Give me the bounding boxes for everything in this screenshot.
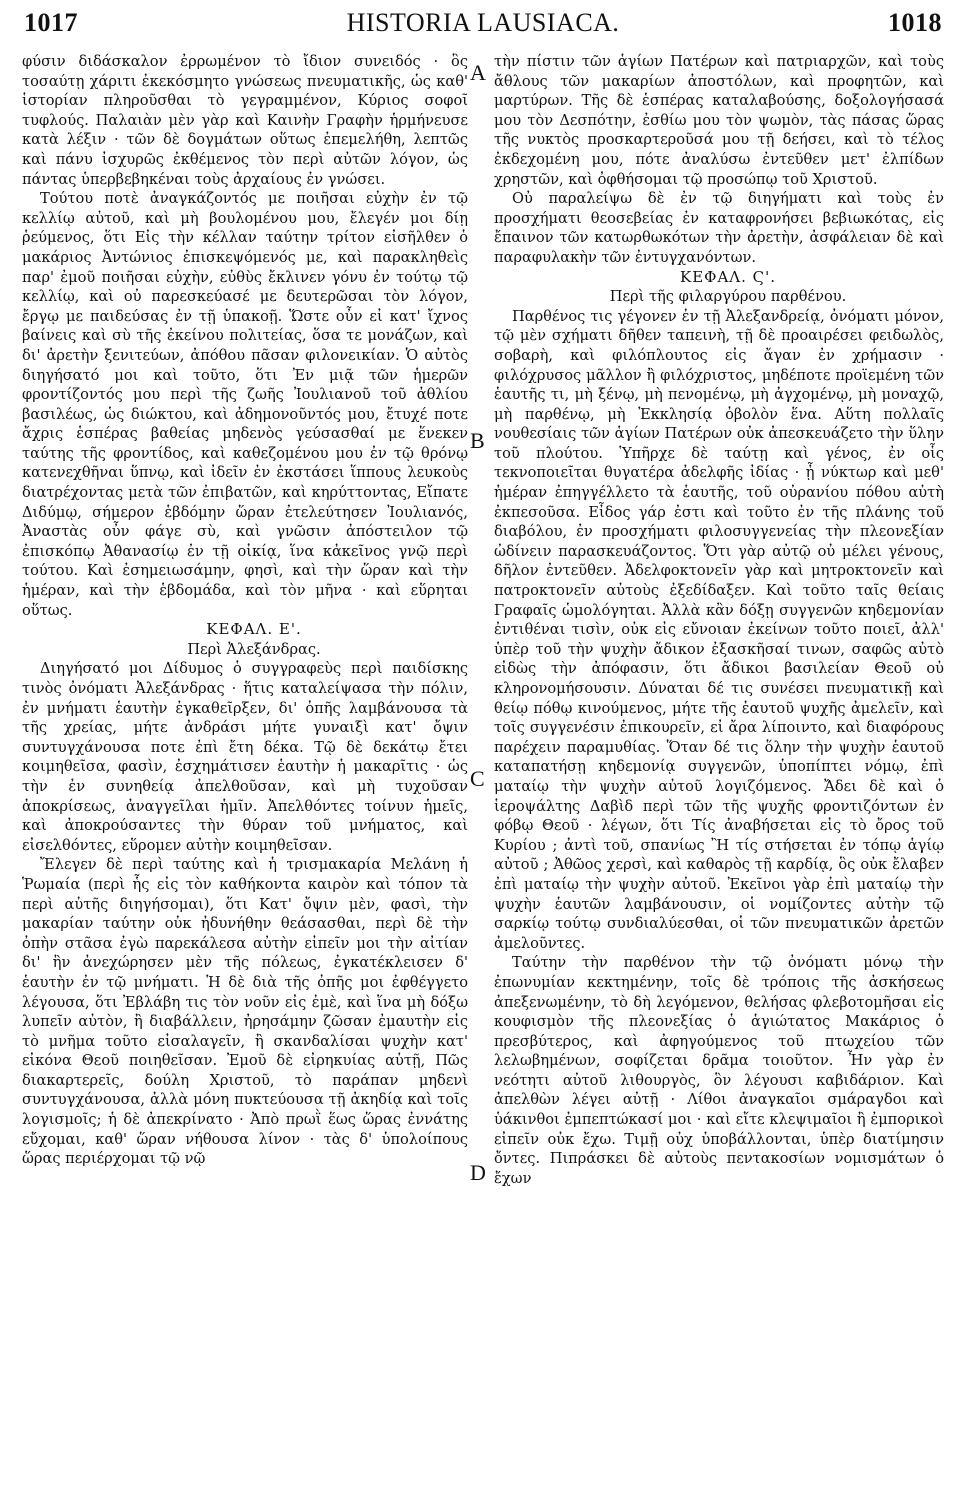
right-paragraph-4: Ταύτην τὴν παρθένον τὴν τῷ ὀνόματι μόνῳ τὴν ἐπωνυμίαν κεκτημένην, τοῖς δὲ τρόποις τῆς ἀσκήσεως ἀπεξενωμένην, τὸ δὴ λεγόμενον, θελήσας φλεβοτομῆσαι εἰς κουφισμὸν τῆς πλεονεξίας ὁ ἁγιώτατος Μακάριος ὁ πρεσβύτερος, καὶ ἀφηγούμενος τοῦ πτωχείου τῶν λελωβημένων, σοφίζεται δρᾶμα τοιοῦτον. Ἦν γὰρ ἐν νεότητι αὐτοῦ λιθουργὸς, ὃν λέγουσι καβιδάριον. Καὶ ἀπελθὼν λέγει αὐτῇ · Λίθοι ἀναγκαῖοι σμάραγδοι καὶ ὑάκινθοι ἐμπεπτώκασί μοι · καὶ εἴτε κλεψιμαῖοι ἢ ἐμπορικοὶ εἰπεῖν οὐκ ἔχω. Τιμῇ οὐχ ὑποβάλλονται, ὑπὲρ διατίμησιν ὄντες. Πιπράσκει δὲ αὐτοὺς πεντακοσίων νομισμάτων ὁ ἔχων xyxy=(494,954,944,1187)
chapter-heading-left: ΚΕΦΑΛ. Ε'. xyxy=(206,620,302,639)
right-paragraph-3: Παρθένος τις γέγονεν ἐν τῇ Ἀλεξανδρείᾳ, ὀνόματι μόνον, τῷ μὲν σχήματι δῆθεν ταπεινὴ, τῇ δὲ προαιρέσει φειδωλὸς, σοβαρὴ, καὶ φιλόπλουτος εἰς ἄγαν ἐν χρήμασιν · φιλόχρυσος μᾶλλον ἢ φιλόχριστος, μηδέποτε προϊεμένη τῶν ἑαυτῆς τι, μὴ ξένῳ, μὴ πενομένῳ, μὴ ἀγχομένῳ, μὴ μοναχῷ, μὴ παρθένῳ, μὴ Ἐκκλησίᾳ ὀβολὸν ἕνα. Αὕτη πολλαῖς νουθεσίαις τῶν ἁγίων Πατέρων οὐκ ἀπεσκευάζετο τὴν ὕλην τοῦ πλούτου. Ὑπῆρχε δὲ ταύτῃ καὶ γένος, ἐν οἷς τεκνοποιεῖται θυγατέρα ἀδελφῆς ἰδίας · ᾗ νύκτωρ καὶ μεθ' ἡμέραν ἐπηγγέλλετο τὰ ἑαυτῆς, τοῦ οὐρανίου πόθου αὐτὴ ἐκπεσοῦσα. Εἶδος γάρ ἐστι καὶ τοῦτο ἐν τῆς πλάνης τοῦ διαβόλου, ἐν προσχήματι φιλοσυγγενείας τὴν πλεονεξίαν ὠδίνειν παρασκευάζοντος. Ὅτι γὰρ αὐτῷ οὐ μέλει γένους, δῆλον ἐντεῦθεν. Ἀδελφοκτονεῖν γὰρ καὶ μητροκτονεῖν καὶ πατροκτονεῖν αὐτοὺς ἐξεδίδαξεν. Καὶ τοῦτο ταῖς θείαις Γραφαῖς ὡμολόγηται. Ἀλλὰ κἂν δόξῃ συγγενῶν κηδεμονίαν ἐντιθέναι τισὶν, οὐκ εἰς εὔνοιαν ἐκείνων τοῦτο ποιεῖ, ἀλλ' ὑπὲρ τοῦ τὴν ψυχὴν ἄδικον ἐξασκῆσαί τινων, σαφῶς αὐτὸ εἰδὼς τὴν ἀπόφασιν, ὅτι ἄδικοι βασιλείαν Θεοῦ οὐ κληρονομήσουσιν. Δύναται δέ τις συνέσει πνευματικῇ καὶ θείῳ πόθῳ κινούμενος, μήτε τῆς ἑαυτοῦ ψυχῆς ἀμελεῖν, καὶ τοῖς συγγενέσιν ἐπικουρεῖν, εἰ ἄρα λίποιντο, καὶ διαφόρους παρέχειν παραμυθίας. Ὅταν δέ τις ὅλην τὴν ψυχὴν ἑαυτοῦ καταπατήσῃ κηδεμονίᾳ συγγενῶν, ὑποπίπτει νόμῳ, ἐπὶ ματαίῳ τὴν ψυχὴν αὐτοῦ λογιζόμενος. Ἄδει δὲ καὶ ὁ ἱεροψάλτης Δαβὶδ περὶ τῶν τῆς ψυχῆς φροντιζόντων ἐν φόβῳ Θεοῦ · λέγων, ὅτι Τίς ἀναβήσεται εἰς τὸ ὄρος τοῦ Κυρίου ; ἀντὶ τοῦ, σπανίως Ἢ τίς στήσεται ἐν τόπῳ ἁγίῳ αὐτοῦ ; Ἀθῶος χερσὶ, καὶ καθαρὸς τῇ καρδίᾳ, ὃς οὐκ ἔλαβεν ἐπὶ ματαίῳ τὴν ψυχὴν αὐτοῦ. Ἐκεῖνοι γὰρ ἐπὶ ματαίῳ τὴν ψυχὴν ἑαυτῶν λαμβάνουσιν, οἱ νομίζοντες αὐτὴν τῷ σαρκίῳ τούτῳ συνδιαλύεσθαι, οἱ τῶν πνευματικῶν ἀρετῶν ἀμελοῦντες. xyxy=(494,307,944,952)
margin-marker-a: A xyxy=(470,60,486,85)
right-paragraph-2: Οὐ παραλείψω δὲ ἐν τῷ διηγήματι καὶ τοὺς ἐν προσχήματι θεοσεβείας ἐν καταφρονήσει βεβιωκότας, εἰς ἔπαινον τῶν κατωρθωκότων τὴν ἀρετὴν, ἀσφάλειαν δὲ καὶ παραφυλακὴν τῶν ἐντυγχανόντων. xyxy=(494,190,944,266)
left-paragraph-1: φύσιν διδάσκαλον ἐρρωμένον τὸ ἴδιον συνειδός · ὃς τοσαύτῃ χάριτι ἐκεκόσμητο γνώσεως πνευματικῆς, ὡς καθ' ἱστορίαν πληροῦσθαι τὸ γεγραμμένον, Κύριος σοφοῖ τυφλούς. Παλαιὰν μὲν γὰρ καὶ Καινὴν Γραφὴν ἡρμήνευσε κατὰ λέξιν · τῶν δὲ δογμάτων οὕτως ἐπεμελήθη, λεπτῶς καὶ πάνυ ἰσχυρῶς ἐκθέμενος τὸν περὶ αὐτῶν λόγον, ὡς πάντας ὑπερβεβηκέναι τοὺς ἀρχαίους ἐν γνώσει. xyxy=(22,53,468,188)
margin-marker-b: B xyxy=(470,428,485,453)
running-title: HISTORIA LAUSIACA. xyxy=(346,8,620,37)
left-paragraph-3: Διηγήσατό μοι Δίδυμος ὁ συγγραφεὺς περὶ παιδίσκης τινὸς ὀνόματι Ἀλεξάνδρας · ἥτις καταλείψασα τὴν πόλιν, ἐν μνήματι ἑαυτὴν ἐγκαθεῖρξεν, δι' ὀπῆς λαμβάνουσα τὰ τῆς χρείας, μήτε ἀνδράσι μήτε γυναιξὶ κατ' ὄψιν συντυγχάνουσα ποτε ἐπὶ ἔτη δέκα. Τῷ δὲ δεκάτῳ ἔτει κοιμηθεῖσα, φασὶν, ἐσχημάτισεν ἑαυτὴν ἡ μακαρῖτις · ὡς τὴν ἐν συνηθείᾳ ἀπελθοῦσαν, καὶ μὴ τυχοῦσαν ἀποκρίσεως, ἀναγγεῖλαι ἡμῖν. Ἀπελθόντες τοίνυν ἡμεῖς, καὶ ἀποκρούσαντες τὴν θύραν τοῦ μνήματος, καὶ εἰσελθόντες, εὕρομεν αὐτὴν κοιμηθεῖσαν. xyxy=(22,660,468,854)
margin-marker-d: D xyxy=(470,1160,486,1185)
right-column xyxy=(494,52,944,1188)
chapter-heading-right: ΚΕΦΑΛ. Ϛ'. xyxy=(679,267,777,286)
page-number-left: 1017 xyxy=(24,8,78,37)
running-header xyxy=(24,8,942,48)
right-paragraph-1: τὴν πίστιν τῶν ἁγίων Πατέρων καὶ πατριαρχῶν, καὶ τοὺς ἄθλους τῶν μακαρίων ἀποστόλων, καὶ προφητῶν, καὶ μαρτύρων. Τῆς δὲ ἑσπέρας καταλαβούσης, δοξολογήσασά μου τὸν Δεσπότην, ἐσθίω μου τὸν ψωμὸν, τὰς πάσας ὥρας τῆς νυκτὸς προσκαρτεροῦσά μου τῇ δεήσει, καὶ τὸ τέλος ἐκδεχομένη μου, πότε ἀναλύσω ἐντεῦθεν μετ' ἐλπίδων χρηστῶν, καὶ ὀφθήσομαι τῷ προσώπῳ τοῦ Χριστοῦ. xyxy=(494,53,944,188)
chapter-subtitle-right: Περὶ τῆς φιλαργύρου παρθένου. xyxy=(609,288,847,306)
page-number-right: 1018 xyxy=(888,8,942,37)
left-column xyxy=(22,52,468,1169)
chapter-subtitle-left: Περὶ Ἀλεξάνδρας. xyxy=(187,640,321,658)
margin-marker-c: C xyxy=(470,766,485,791)
left-paragraph-2: Τούτου ποτὲ ἀναγκάζοντός με ποιῆσαι εὐχὴν ἐν τῷ κελλίῳ αὐτοῦ, καὶ μὴ βουλομένου μου, ἔλεγέν μοι δίῃ ῥεύμενος, ὅτι Εἰς τὴν κέλλαν ταύτην τρίτον εἰσῆλθεν ὁ μακάριος Ἀντώνιος ἐπισκεψόμενός με, καὶ παρακληθεὶς παρ' ἐμοῦ ποιῆσαι εὐχὴν, εὐθὺς ἔκλινεν γόνυ ἐν τούτῳ τῷ κελλίῳ, καὶ οὐ παρεσκεύασέ με δευτερῶσαι τὸν λόγον, ἔργῳ με παιδεύσας ἐν τῇ ὑπακοῇ. Ὥστε οὖν εἰ κατ' ἴχνος βαίνεις καὶ σὺ τῆς ἐκείνου πολιτείας, ὅσα τε μονάζων, καὶ δι' ἀρετὴν ξενιτεύων, ἀπόθου πᾶσαν φιλονεικίαν. Ὁ αὐτὸς διηγήσατό μοι καὶ τοῦτο, ὅτι Ἐν μιᾷ τῶν ἡμερῶν φροντίζοντός μου περὶ τῆς ζωῆς Ἰουλιανοῦ τοῦ ἀθλίου βασιλέως, ὡς διώκτου, καὶ ἀδημονοῦντός μου, ἔτυχέ ποτε ἄχρις ἑσπέρας βαθείας μηδενὸς γεύσασθαί με ἕνεκεν ταύτης τῆς φροντίδος, καὶ καθεζομένου μου ἐν τῷ θρόνῳ κατενεχθῆναι ὕπνῳ, καὶ ἰδεῖν ἐν ἐκστάσει ἵππους λευκοὺς διατρέχοντας μετὰ τῶν ἐπιβατῶν, καὶ κηρύττοντας, Εἴπατε Διδύμῳ, σήμερον ἑβδόμην ὥραν ἐτελεύτησεν Ἰουλιανός, Ἀναστὰς οὖν φάγε σὺ, καὶ γνῶσιν ἀπόστειλον τῷ ἐπισκόπῳ Ἀθανασίῳ ἐν τῇ οἰκίᾳ, ἵνα κἀκεῖνος γνῷ περὶ τούτου. Καὶ ἐσημειωσάμην, φησὶ, καὶ τὴν ὥραν καὶ τὴν ἡμέραν, καὶ τὴν ἑβδομάδα, καὶ τὸν μῆνα · καὶ εὕρηται οὕτως. xyxy=(22,190,468,619)
left-paragraph-4: Ἔλεγεν δὲ περὶ ταύτης καὶ ἡ τρισμακαρία Μελάνη ἡ Ῥωμαία (περὶ ἧς εἰς τὸν καθήκοντα καιρὸν καὶ τόπον τὰ περὶ αὐτῆς διηγήσομαι), ὅτι Κατ' ὄψιν μὲν, φασὶ, τὴν μακαρίαν ταύτην οὐκ ἠδυνήθην θεάσασθαι, περὶ δὲ τὴν ὀπὴν στᾶσα ἐγὼ παρεκάλεσα αὐτὴν εἰπεῖν μοι τὴν αἰτίαν δι' ἣν ἀνεχώρησεν μὲν τῆς πόλεως, ἐγκατέκλεισεν δ' ἑαυτὴν ἐν τῷ μνήματι. Ἡ δὲ διὰ τῆς ὀπῆς μοι ἐφθέγγετο λέγουσα, ὅτι Ἐβλάβη τις τὸν νοῦν εἰς ἐμὲ, καὶ ἵνα μὴ δόξω λυπεῖν αὐτὸν, ἢ διαβάλλειν, ἠρησάμην ζῶσαν ἐμαυτὴν εἰς τὸ μνῆμα τοῦτο εἰσαλαγεῖν, ἢ σκανδαλίσαι ψυχὴν κατ' εἰκόνα Θεοῦ ποιηθεῖσαν. Ἐμοῦ δὲ εἰρηκυίας αὐτῇ, Πῶς διακαρτερεῖς, δούλη Χριστοῦ, τὸ παράπαν μηδενὶ συντυγχάνουσα, ἀλλὰ μόνη πυκτεύουσα τῇ ἀκηδίᾳ καὶ τοῖς λογισμοῖς; ἡ δὲ ἀπεκρίνατο · Ἀπὸ πρωῒ ἕως ὥρας ἐννάτης εὔχομαι, καθ' ὥραν νήθουσα λίνον · τὰς δ' ὑπολοίπους ὥρας περιέρχομαι τῷ νῷ xyxy=(22,856,468,1168)
